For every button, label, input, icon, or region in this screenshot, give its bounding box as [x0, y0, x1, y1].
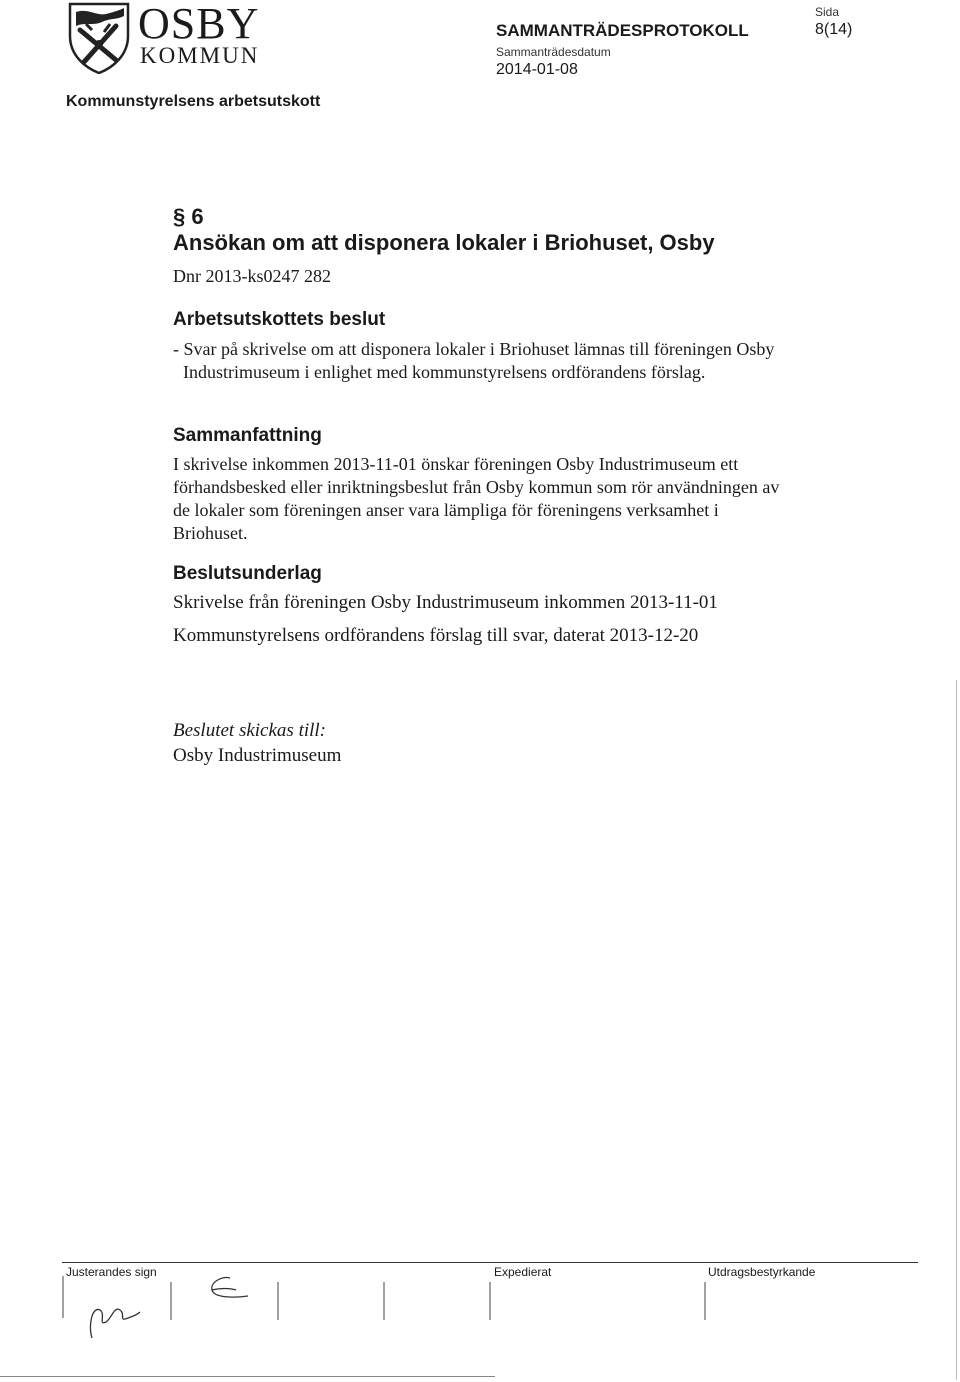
- decision-text: - Svar på skrivelse om att disponera lokaler i Briohuset lämnas till föreningen Osby Industrimuseum i enlighet med kommunstyrelsens ordförandens förslag.: [173, 339, 775, 382]
- handwritten-signature-1: [90, 1309, 140, 1338]
- basis-item: Kommunstyrelsens ordförandens förslag till svar, daterat 2013-12-20: [173, 625, 699, 646]
- page-label: Sida: [815, 5, 840, 19]
- basis-item: Skrivelse från föreningen Osby Industrimuseum inkommen 2013-11-01: [173, 592, 718, 613]
- footer-justerandes-sign-label: Justerandes sign: [66, 1265, 157, 1279]
- section-title: Ansökan om att disponera lokaler i Briohuset, Osby: [173, 230, 715, 255]
- sent-to-recipient: Osby Industrimuseum: [173, 745, 342, 766]
- scan-edge: [956, 680, 957, 1380]
- signature-area: [62, 1276, 922, 1346]
- footer-divider: [62, 1262, 918, 1263]
- handwritten-signature-2: [212, 1278, 248, 1297]
- section-number: § 6: [173, 204, 204, 229]
- sent-to-label: Beslutet skickas till:: [173, 720, 327, 741]
- summary-text: I skrivelse inkommen 2013-11-01 önskar föreningen Osby Industrimuseum ett förhandsbesked eller inriktningsbeslut från Osby kommun som rör användningen av de lokaler som föreningen anser vara lämpliga för föreningens verksamhet i Briohuset.: [173, 454, 780, 543]
- basis-heading: Beslutsunderlag: [173, 563, 322, 584]
- coat-of-arms-icon: [66, 2, 132, 74]
- summary-heading: Sammanfattning: [173, 425, 322, 446]
- logo-name: OSBY: [138, 0, 260, 48]
- decision-text-block: [173, 338, 793, 384]
- page-number: 8(14): [815, 21, 853, 38]
- bottom-rule: [0, 1376, 495, 1377]
- decision-heading: Arbetsutskottets beslut: [173, 309, 386, 330]
- document-type: SAMMANTRÄDESPROTOKOLL: [496, 21, 749, 40]
- date-label: Sammanträdesdatum: [496, 45, 611, 59]
- logo-subname: KOMMUN: [140, 43, 260, 68]
- footer-utdragsbestyrkande-label: Utdragsbestyrkande: [708, 1265, 816, 1279]
- footer-expedierat-label: Expedierat: [494, 1265, 552, 1279]
- diary-number: Dnr 2013-ks0247 282: [173, 266, 331, 286]
- date-value: 2014-01-08: [496, 61, 578, 78]
- committee-name: Kommunstyrelsens arbetsutskott: [66, 93, 321, 110]
